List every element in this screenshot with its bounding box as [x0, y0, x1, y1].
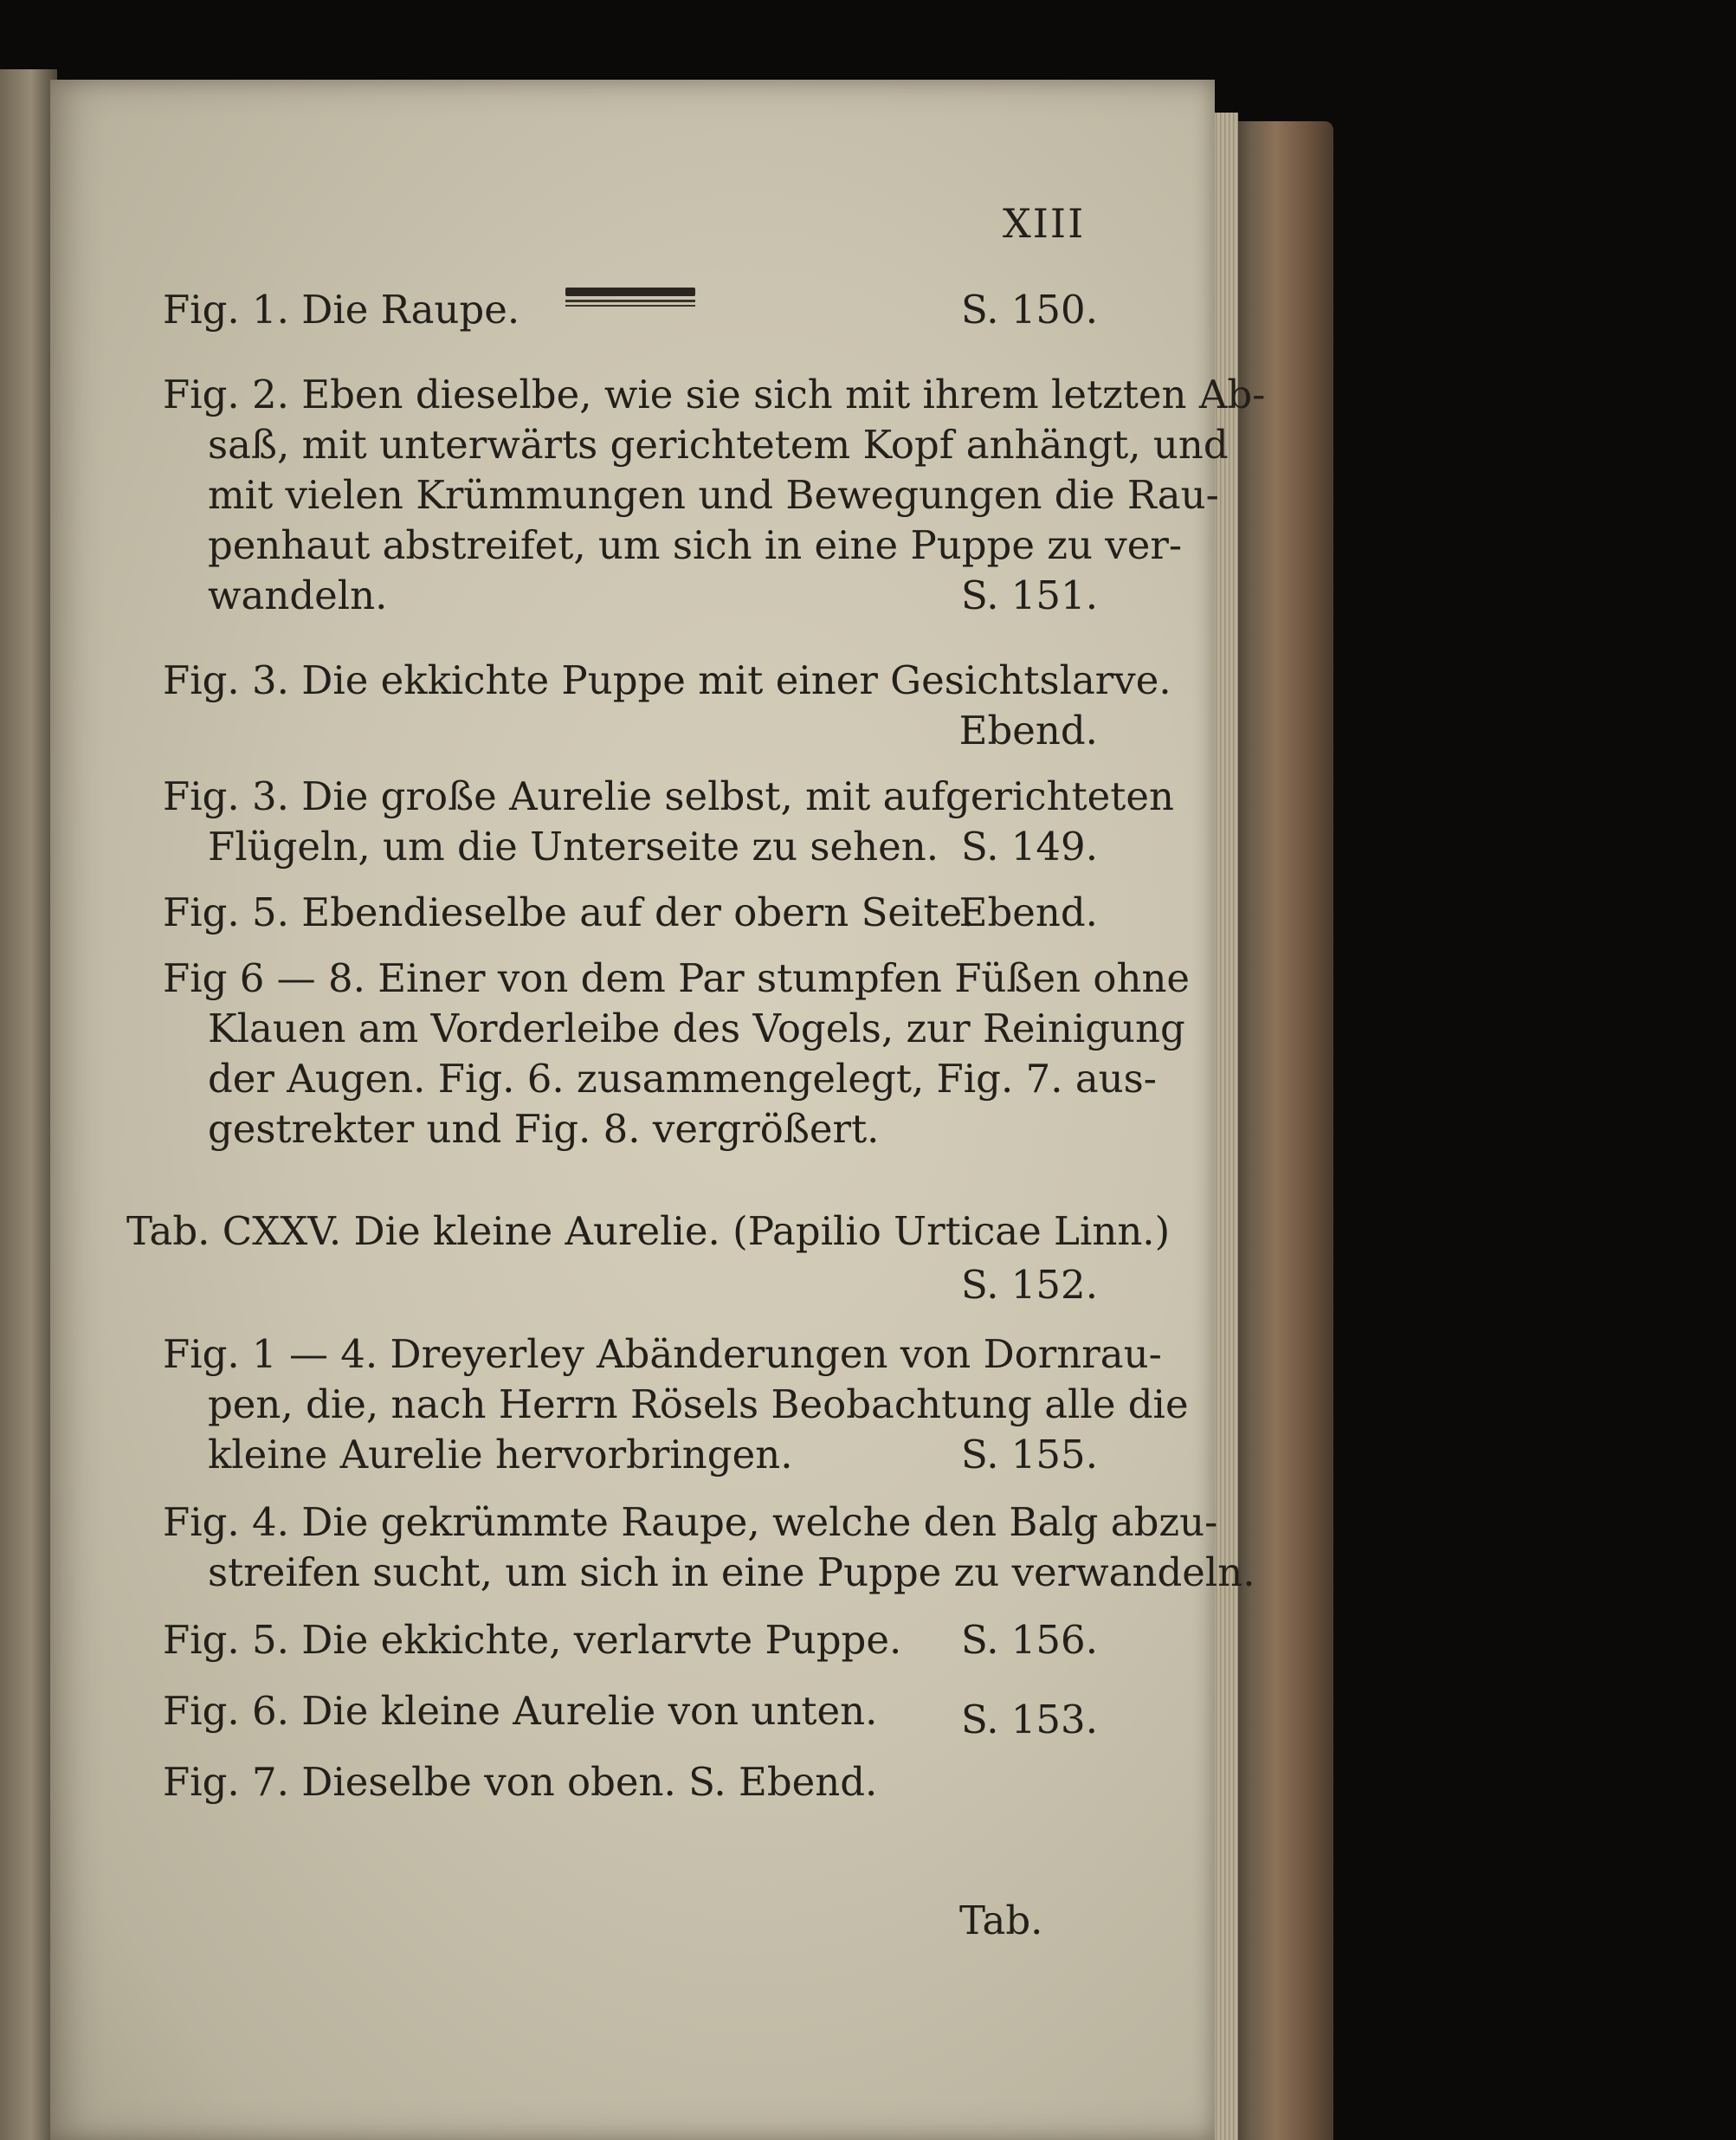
entry-fig5-text: Fig. 5. Ebendieselbe auf der obern Seite.: [163, 889, 975, 935]
tab-heading: Tab. CXXV. Die kleine Aurelie. (Papilio Urticae Linn.): [126, 1208, 1171, 1254]
entry-fig2-line2: saß, mit unterwärts gerichtetem Kopf anhängt, und: [208, 422, 1229, 468]
entry-fig6-line3: der Augen. Fig. 6. zusammengelegt, Fig. 7. aus-: [208, 1056, 1157, 1102]
entry2-fig1-line2: pen, die, nach Herrn Rösels Beobachtung alle die: [208, 1381, 1189, 1427]
entry-fig3b-line1: Fig. 3. Die große Aurelie selbst, mit aufgerichteten: [163, 773, 1174, 819]
page-number: XIII: [1003, 200, 1086, 247]
entry2-fig4-line1: Fig. 4. Die gekrümmte Raupe, welche den Balg abzu-: [163, 1499, 1218, 1545]
header-rule: [565, 288, 695, 307]
left-page-edge: [0, 69, 57, 2140]
entry2-fig5-page: S. 156.: [960, 1617, 1098, 1663]
entry-fig3a-text: Fig. 3. Die ekkichte Puppe mit einer Gesichtslarve.: [163, 657, 1171, 703]
entry-fig5-page: Ebend.: [958, 889, 1098, 935]
catchword: Tab.: [959, 1898, 1043, 1943]
entry2-fig4-line2: streifen sucht, um sich in eine Puppe zu verwandeln.: [208, 1549, 1255, 1595]
entry2-fig6-page: S. 153.: [960, 1697, 1098, 1742]
entry-fig2-line4: penhaut abstreifet, um sich in eine Puppe zu ver-: [208, 522, 1183, 568]
entry-fig3a-page: Ebend.: [958, 708, 1098, 753]
entry-fig2-line3: mit vielen Krümmungen und Bewegungen die Rau-: [208, 472, 1219, 518]
book-cover-edge: [1229, 121, 1333, 2140]
entry-fig6-line1: Fig 6 — 8. Einer von dem Par stumpfen Füßen ohne: [163, 955, 1191, 1001]
book-page: [50, 80, 1266, 2140]
tab-heading-page: S. 152.: [960, 1262, 1098, 1308]
entry-fig2-line5: wandeln.: [208, 572, 388, 618]
entry2-fig7-text: Fig. 7. Dieselbe von oben. S. Ebend.: [163, 1759, 878, 1805]
entry-fig1-page: S. 150.: [960, 287, 1098, 333]
entry2-fig1-page: S. 155.: [960, 1432, 1098, 1477]
entry-fig3b-line2: Flügeln, um die Unterseite zu sehen.: [208, 824, 939, 870]
entry-fig6-line4: gestrekter und Fig. 8. vergrößert.: [208, 1106, 880, 1152]
entry2-fig5-text: Fig. 5. Die ekkichte, verlarvte Puppe.: [163, 1617, 902, 1663]
entry-fig3b-page: S. 149.: [960, 824, 1098, 870]
entry2-fig1-line3: kleine Aurelie hervorbringen.: [208, 1432, 793, 1477]
entry2-fig6-text: Fig. 6. Die kleine Aurelie von unten.: [163, 1688, 878, 1734]
entry-fig1-text: Fig. 1. Die Raupe.: [163, 287, 520, 333]
entry-fig2-page: S. 151.: [960, 572, 1098, 618]
entry-fig2-line1: Fig. 2. Eben dieselbe, wie sie sich mit ihrem letzten Ab-: [163, 372, 1266, 417]
entry2-fig1-line1: Fig. 1 — 4. Dreyerley Abänderungen von Dornrau-: [163, 1331, 1162, 1377]
entry-fig6-line2: Klauen am Vorderleibe des Vogels, zur Reinigung: [208, 1005, 1185, 1051]
